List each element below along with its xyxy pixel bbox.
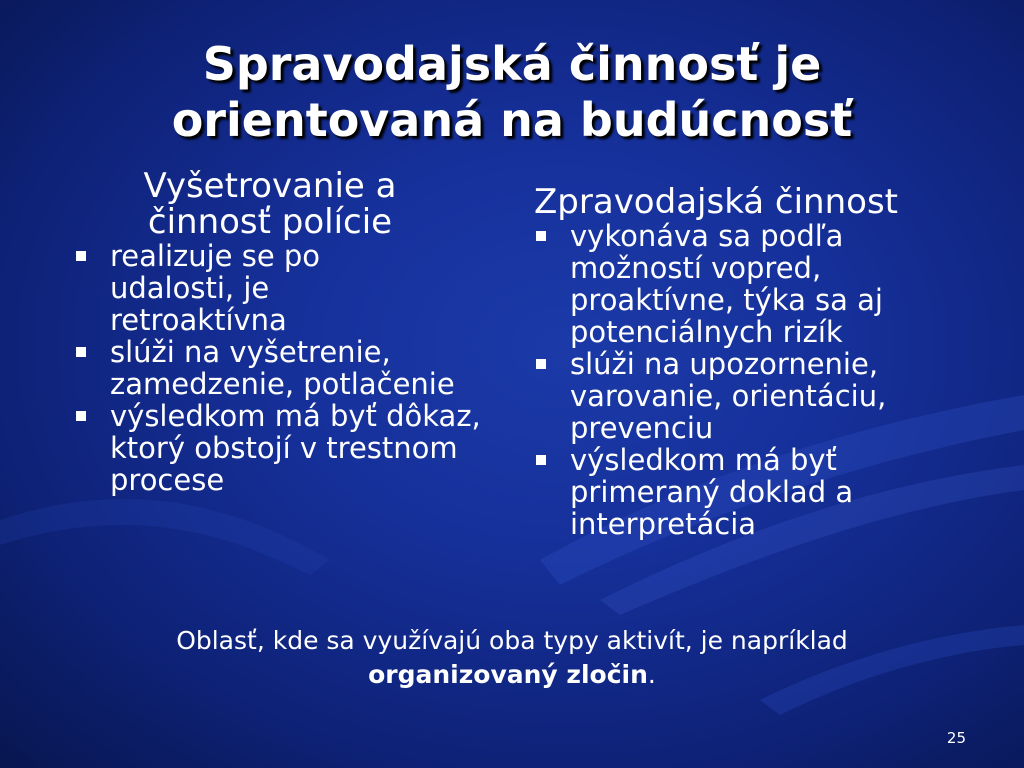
left-column — [70, 168, 510, 496]
left-heading-line1: Vyšetrovanie a — [143, 166, 397, 206]
footer-note — [0, 624, 1024, 692]
bullet-text: slúži na upozornenie, varovanie, orientáciu, prevenciu — [570, 347, 887, 445]
footer-period: . — [647, 660, 656, 689]
list-item — [70, 336, 510, 400]
left-bullet-list — [70, 240, 510, 496]
list-item — [70, 240, 510, 336]
slide-title — [0, 36, 1024, 148]
right-column-heading: Zpravodajská činnost — [534, 182, 899, 222]
square-bullet-icon — [536, 231, 546, 241]
square-bullet-icon — [76, 251, 86, 261]
slide-title-line2: orientovaná na budúcnosť — [171, 93, 853, 147]
bullet-text: vykonáva sa podľa možností vopred, proaktívne, týka sa aj potenciálnych rizík — [570, 219, 883, 349]
list-item — [530, 220, 970, 348]
bullet-text: slúži na vyšetrenie, zamedzenie, potlačenie — [110, 335, 455, 401]
footer-strong-text: organizovaný zločin — [368, 660, 648, 689]
left-heading-line2: činnosť polície — [147, 202, 393, 242]
square-bullet-icon — [536, 359, 546, 369]
square-bullet-icon — [536, 455, 546, 465]
bullet-text: výsledkom má byť primeraný doklad a interpretácia — [570, 443, 854, 541]
square-bullet-icon — [76, 411, 86, 421]
square-bullet-icon — [76, 347, 86, 357]
bullet-text: výsledkom má byť dôkaz, ktorý obstojí v trestnom procese — [110, 399, 481, 497]
left-column-heading — [60, 168, 480, 240]
right-bullet-list — [530, 220, 970, 540]
bullet-text: realizuje se po udalosti, je retroaktívna — [110, 239, 321, 337]
list-item — [530, 348, 970, 444]
list-item — [70, 400, 510, 496]
footer-text: Oblasť, kde sa využívajú oba typy aktivít, je napríklad — [176, 626, 848, 655]
right-column — [530, 168, 970, 540]
slide-title-line1: Spravodajská činnosť je — [202, 37, 822, 91]
slide-number: 25 — [946, 729, 966, 747]
list-item — [530, 444, 970, 540]
